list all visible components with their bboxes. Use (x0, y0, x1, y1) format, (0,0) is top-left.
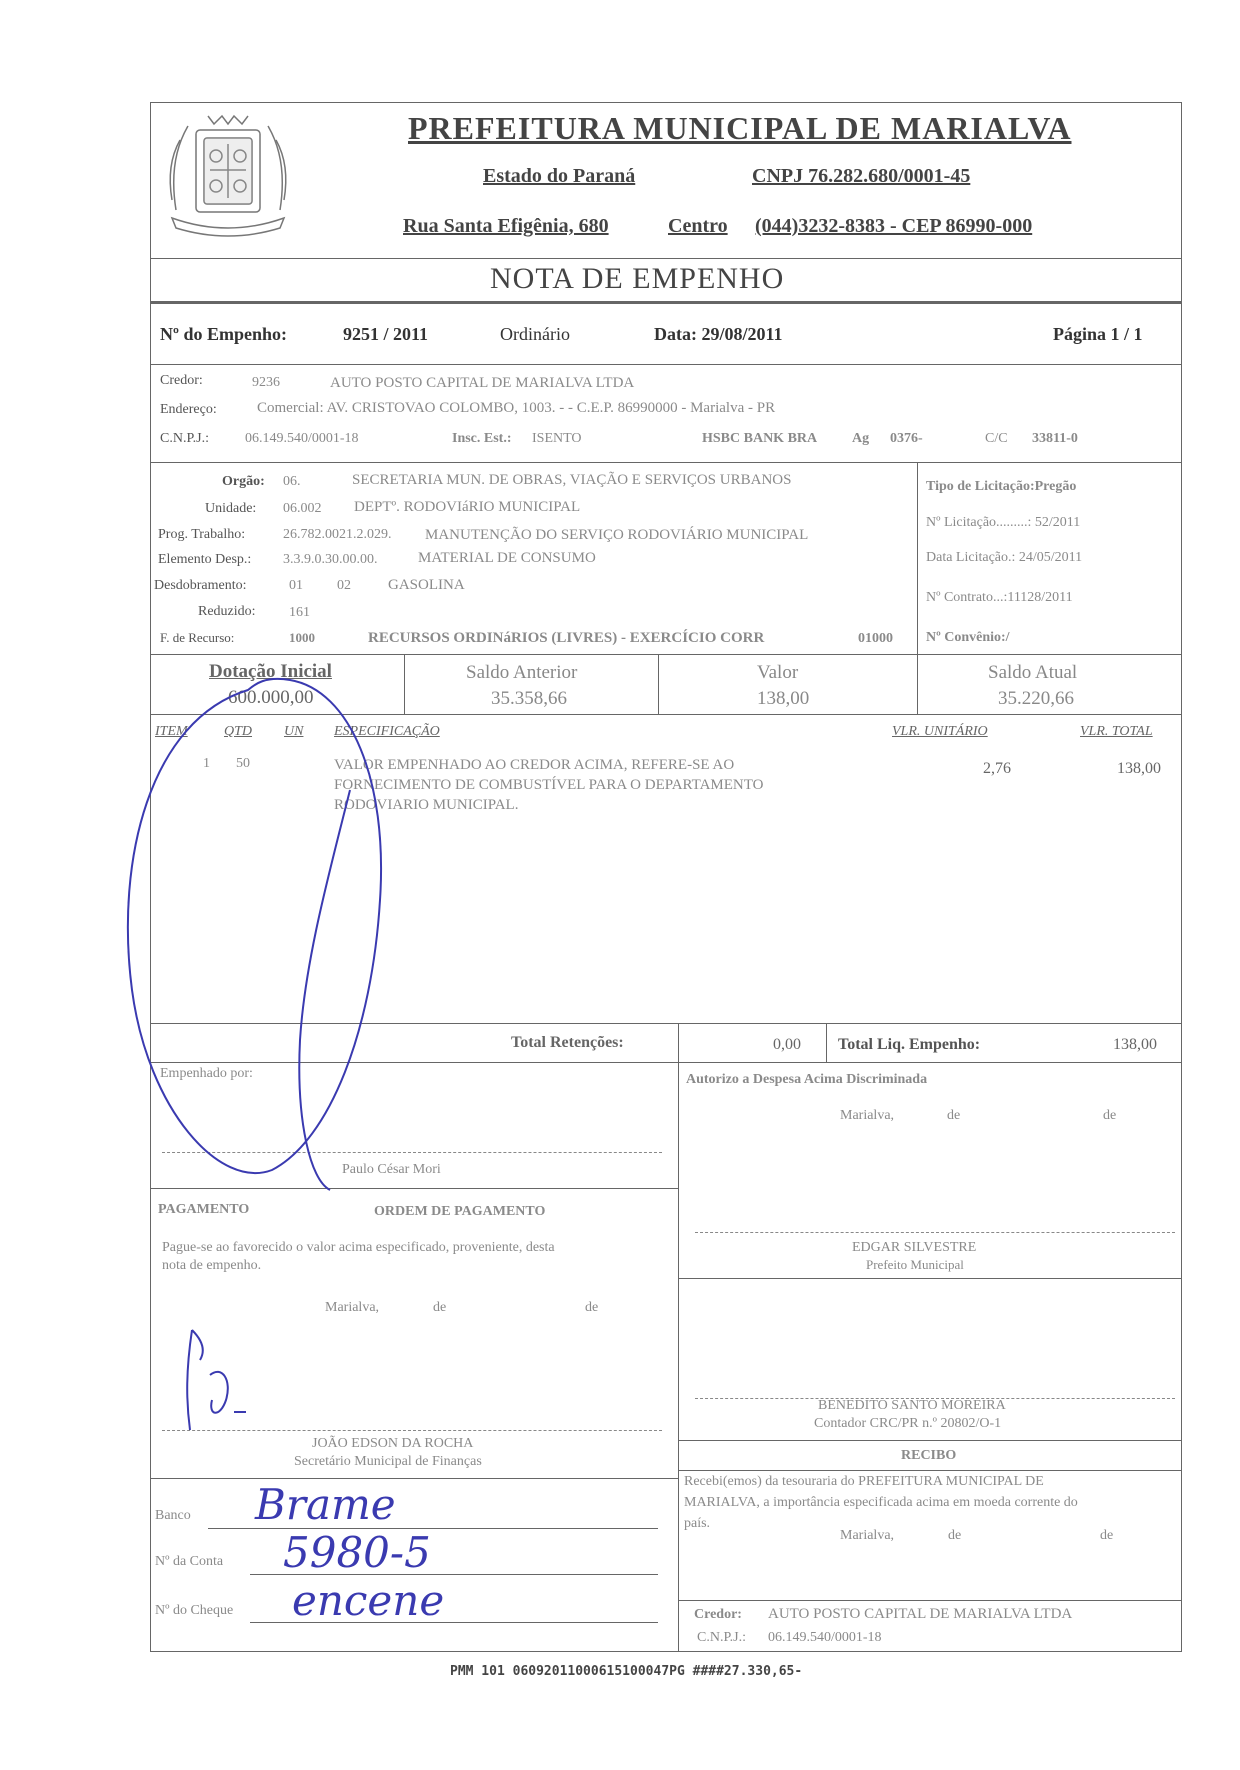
header-street: Rua Santa Efigênia, 680 (403, 215, 609, 237)
item-number: 1 (203, 756, 210, 771)
footer-code: PMM 101 06092011000615100047PG ####27.330,65- (450, 1664, 803, 1679)
unidade-code: 06.002 (283, 501, 322, 516)
pagamento-text-line2: nota de empenho. (162, 1258, 262, 1273)
reduzido-value: 161 (289, 605, 310, 620)
agency-value: 0376- (890, 431, 923, 446)
data-licitacao: Data Licitação.: 24/05/2011 (926, 550, 1083, 565)
recibo-line1: Recebi(emos) da tesouraria do PREFEITURA MUNICIPAL DE (684, 1474, 1044, 1489)
item-spec-line2: FORNECIMENTO DE COMBUSTÍVEL PARA O DEPARTAMENTO (334, 777, 764, 793)
finance-secretary-title: Secretário Municipal de Finanças (294, 1454, 482, 1469)
col-especificacao: ESPECIFICAÇÃO (334, 724, 440, 739)
total-liquido-value: 138,00 (1113, 1036, 1157, 1053)
orgao-name: SECRETARIA MUN. DE OBRAS, VIAÇÃO E SERVIÇOS URBANOS (352, 472, 792, 488)
unidade-label: Unidade: (205, 501, 257, 516)
col-qtd: QTD (224, 724, 253, 739)
total-liquido-label: Total Liq. Empenho: (838, 1036, 981, 1053)
pagamento-de2: de (585, 1300, 599, 1315)
prog-label: Prog. Trabalho: (158, 527, 246, 542)
col-valor-unitario: VLR. UNITÁRIO (892, 724, 988, 739)
recibo-credor-name: AUTO POSTO CAPITAL DE MARIALVA LTDA (768, 1606, 1073, 1622)
credor-address: Comercial: AV. CRISTOVAO COLOMBO, 1003. - - C.E.P. 86990000 - Marialva - PR (257, 400, 776, 416)
elemento-label: Elemento Desp.: (158, 552, 252, 567)
address-label: Endereço: (160, 402, 217, 417)
conta-label: Nº da Conta (155, 1554, 224, 1569)
account-label: C/C (985, 431, 1008, 446)
conta-value: 5980-5 (283, 1528, 431, 1577)
credor-label: Credor: (160, 373, 203, 388)
header-phone-cep: (044)3232-8383 - CEP 86990-000 (755, 215, 1033, 237)
total-retencoes-label: Total Retenções: (511, 1034, 624, 1051)
document-title: NOTA DE EMPENHO (490, 262, 785, 295)
recurso-code: 1000 (289, 630, 315, 645)
recibo-line3: país. (684, 1516, 711, 1531)
empenho-number: 9251 / 2011 (343, 324, 429, 344)
empenhado-por-label: Empenhado por: (160, 1066, 253, 1081)
page-number: Página 1 / 1 (1053, 324, 1143, 344)
empenho-number-label: Nº do Empenho: (160, 324, 287, 344)
cheque-value: encene (292, 1576, 445, 1625)
accountant-name: BENEDITO SANTO MOREIRA (818, 1398, 1006, 1413)
valor-value: 138,00 (757, 688, 810, 709)
mayor-name: EDGAR SILVESTRE (852, 1240, 977, 1255)
saldo-anterior-label: Saldo Anterior (466, 662, 578, 683)
dotacao-inicial-label: Dotação Inicial (209, 661, 332, 682)
desdobramento-name: GASOLINA (388, 577, 465, 593)
dotacao-inicial-value: 600.000,00 (228, 687, 314, 708)
col-item: ITEM (155, 724, 188, 739)
header-state: Estado do Paraná (483, 165, 636, 187)
credor-name: AUTO POSTO CAPITAL DE MARIALVA LTDA (330, 375, 635, 391)
credor-cnpj-label: C.N.P.J.: (160, 431, 210, 446)
recibo-de1: de (948, 1528, 962, 1543)
desdobramento-code2: 02 (337, 578, 351, 593)
unidade-name: DEPTº. RODOVIáRIO MUNICIPAL (354, 499, 581, 515)
recibo-place: Marialva, (840, 1528, 895, 1543)
col-valor-total: VLR. TOTAL (1080, 724, 1153, 739)
header-district: Centro (668, 215, 728, 237)
insc-label: Insc. Est.: (452, 431, 512, 446)
account-value: 33811-0 (1032, 431, 1078, 446)
reduzido-label: Reduzido: (198, 604, 256, 619)
recurso-name: RECURSOS ORDINáRIOS (LIVRES) - EXERCÍCIO CORR (368, 630, 765, 646)
autorizo-text: Autorizo a Despesa Acima Discriminada (686, 1072, 928, 1087)
valor-label: Valor (757, 662, 799, 683)
autorizo-de1: de (947, 1108, 961, 1123)
numero-convenio: Nº Convênio:/ (926, 630, 1010, 645)
bank-name: HSBC BANK BRA (702, 431, 818, 446)
item-qtd: 50 (236, 756, 250, 771)
accountant-title: Contador CRC/PR n.º 20802/O-1 (814, 1416, 1002, 1431)
pagamento-place: Marialva, (325, 1300, 380, 1315)
finance-secretary-name: JOÃO EDSON DA ROCHA (312, 1436, 474, 1451)
agency-label: Ag (852, 431, 870, 446)
item-spec-line1: VALOR EMPENHADO AO CREDOR ACIMA, REFERE-SE AO (334, 757, 735, 773)
item-valor-unitario: 2,76 (983, 760, 1011, 777)
prog-name: MANUTENÇÃO DO SERVIÇO RODOVIÁRIO MUNICIPAL (425, 527, 809, 543)
pagamento-text-line1: Pague-se ao favorecido o valor acima especificado, proveniente, desta (162, 1240, 555, 1255)
desdobramento-code1: 01 (289, 578, 303, 593)
cheque-label: Nº do Cheque (155, 1603, 234, 1618)
numero-contrato: Nº Contrato...:11128/2011 (926, 590, 1073, 605)
header-cnpj: CNPJ 76.282.680/0001-45 (752, 165, 971, 187)
item-valor-total: 138,00 (1117, 760, 1161, 777)
tipo-licitacao: Tipo de Licitação:Pregão (926, 479, 1077, 494)
header-title: PREFEITURA MUNICIPAL DE MARIALVA (408, 110, 1072, 146)
pagamento-label: PAGAMENTO (158, 1202, 250, 1217)
prog-code: 26.782.0021.2.029. (283, 527, 392, 542)
col-un: UN (284, 724, 304, 739)
credor-cnpj: 06.149.540/0001-18 (245, 431, 359, 446)
elemento-code: 3.3.9.0.30.00.00. (283, 552, 378, 567)
banco-value: Brame (255, 1480, 396, 1529)
numero-licitacao: Nº Licitação.........: 52/2011 (926, 515, 1081, 530)
recurso-label: F. de Recurso: (160, 630, 235, 645)
total-retencoes-value: 0,00 (773, 1036, 801, 1053)
item-spec-line3: RODOVIARIO MUNICIPAL. (334, 797, 519, 813)
saldo-atual-label: Saldo Atual (988, 662, 1078, 683)
orgao-label: Orgão: (222, 474, 265, 489)
autorizo-de2: de (1103, 1108, 1117, 1123)
recurso-suffix: 01000 (858, 631, 893, 646)
saldo-anterior-value: 35.358,66 (491, 688, 567, 709)
empenho-date: Data: 29/08/2011 (654, 324, 783, 344)
recibo-de2: de (1100, 1528, 1114, 1543)
orgao-code: 06. (283, 474, 301, 489)
desdobramento-label: Desdobramento: (154, 578, 247, 593)
ordem-pagamento-label: ORDEM DE PAGAMENTO (374, 1204, 546, 1219)
empenhado-por-name: Paulo César Mori (342, 1162, 441, 1177)
autorizo-place: Marialva, (840, 1108, 895, 1123)
recibo-line2: MARIALVA, a importância especificada acima em moeda corrente do (684, 1495, 1078, 1510)
recibo-title: RECIBO (901, 1448, 957, 1463)
credor-code: 9236 (252, 375, 280, 390)
empenho-type: Ordinário (500, 324, 570, 344)
recibo-cnpj: 06.149.540/0001-18 (768, 1630, 882, 1645)
mayor-title: Prefeito Municipal (866, 1257, 964, 1272)
insc-value: ISENTO (532, 431, 582, 446)
recibo-credor-label: Credor: (694, 1607, 742, 1622)
saldo-atual-value: 35.220,66 (998, 688, 1074, 709)
elemento-name: MATERIAL DE CONSUMO (418, 550, 596, 566)
banco-label: Banco (155, 1508, 191, 1523)
recibo-cnpj-label: C.N.P.J.: (697, 1630, 747, 1645)
pagamento-de1: de (433, 1300, 447, 1315)
